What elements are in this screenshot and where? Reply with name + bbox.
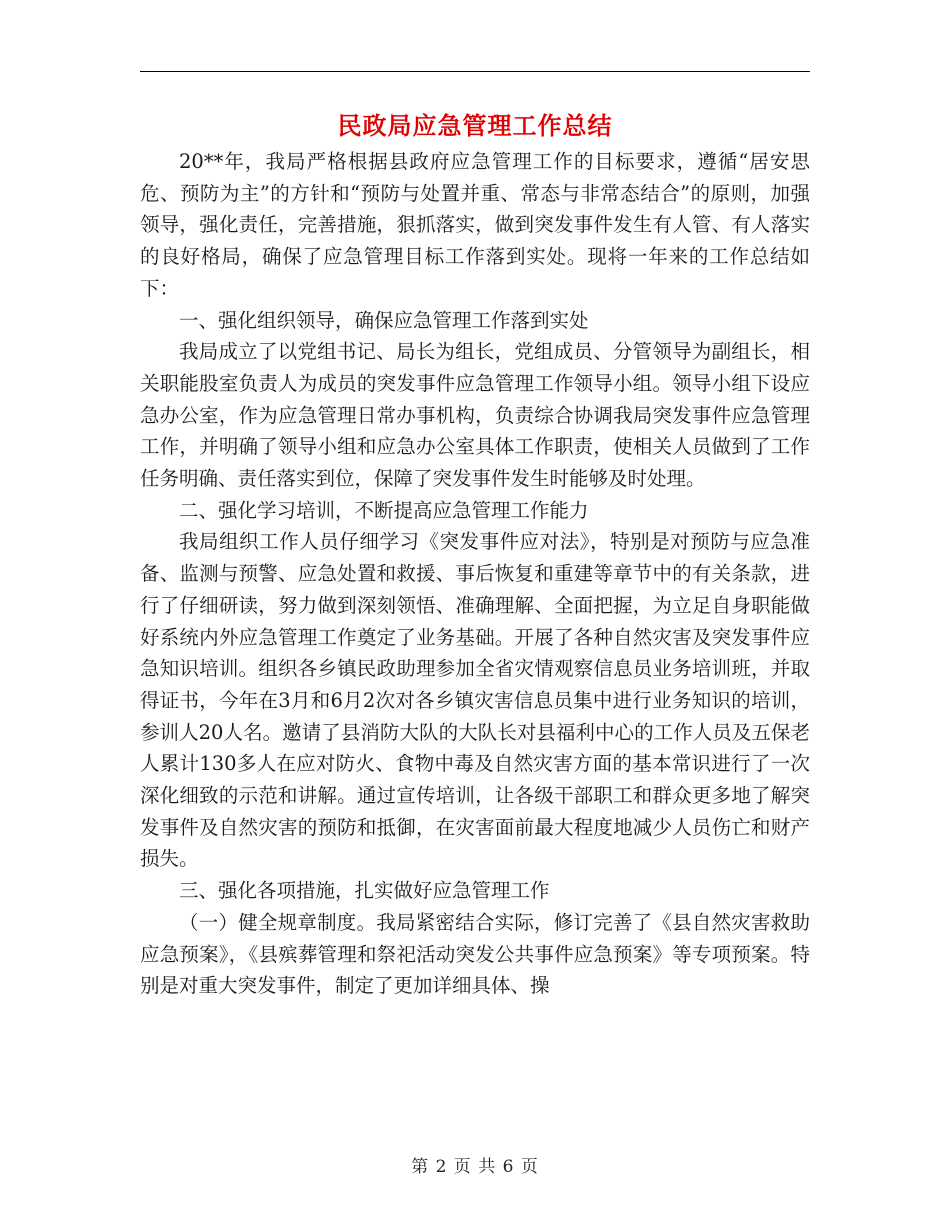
section-heading-2: 二、强化学习培训，不断提高应急管理工作能力 bbox=[179, 498, 589, 522]
document-body bbox=[140, 146, 810, 1002]
document-title: 民政局应急管理工作总结 bbox=[337, 111, 613, 140]
paragraph-regulations: （一）健全规章制度。我局紧密结合实际，修订完善了《县自然灾害救助应急预案》，《县殡葬管理和祭祀活动突发公共事件应急预案》等专项预案。特别是对重大突发事件，制定了更加详细具体、操 bbox=[140, 910, 810, 998]
header-rule bbox=[140, 71, 810, 72]
section-heading-3: 三、强化各项措施，扎实做好应急管理工作 bbox=[179, 879, 550, 903]
section-heading-1: 一、强化组织领导，确保应急管理工作落到实处 bbox=[179, 308, 589, 332]
paragraph-intro: 20**年，我局严格根据县政府应急管理工作的目标要求，遵循“居安思危、预防为主”的方针和“预防与处置并重、常态与非常态结合”的原则，加强领导，强化责任，完善措施，狠抓落实，做到突发事件发生有人管、有人落实的良好格局，确保了应急管理目标工作落到实处。现将一年来的工作总结如下： bbox=[140, 150, 810, 300]
paragraph-training: 我局组织工作人员仔细学习《突发事件应对法》，特别是对预防与应急准备、监测与预警、应急处置和救援、事后恢复和重建等章节中的有关条款，进行了仔细研读，努力做到深刻领悟、准确理解、全面把握，为立足自身职能做好系统内外应急管理工作奠定了业务基础。开展了各种自然灾害及突发事件应急知识培训。组织各乡镇民政助理参加全省灾情观察信息员业务培训班，并取得证书，今年在3月和6月2次对各乡镇灾害信息员集中进行业务知识的培训，参训人20人名。邀请了县消防大队的大队长对县福利中心的工作人员及五保老人累计130多人在应对防火、食物中毒及自然灾害方面的基本常识进行了一次深化细致的示范和讲解。通过宣传培训，让各级干部职工和群众更多地了解突发事件及自然灾害的预防和抵御，在灾害面前最大程度地减少人员伤亡和财产损失。 bbox=[140, 530, 810, 871]
page-number: 第 2 页 共 6 页 bbox=[411, 1157, 539, 1177]
paragraph-organization: 我局成立了以党组书记、局长为组长，党组成员、分管领导为副组长，相关职能股室负责人为成员的突发事件应急管理工作领导小组。领导小组下设应急办公室，作为应急管理日常办事机构，负责综合协调我局突发事件应急管理工作，并明确了领导小组和应急办公室具体工作职责，使相关人员做到了工作任务明确、责任落实到位，保障了突发事件发生时能够及时处理。 bbox=[140, 340, 810, 491]
